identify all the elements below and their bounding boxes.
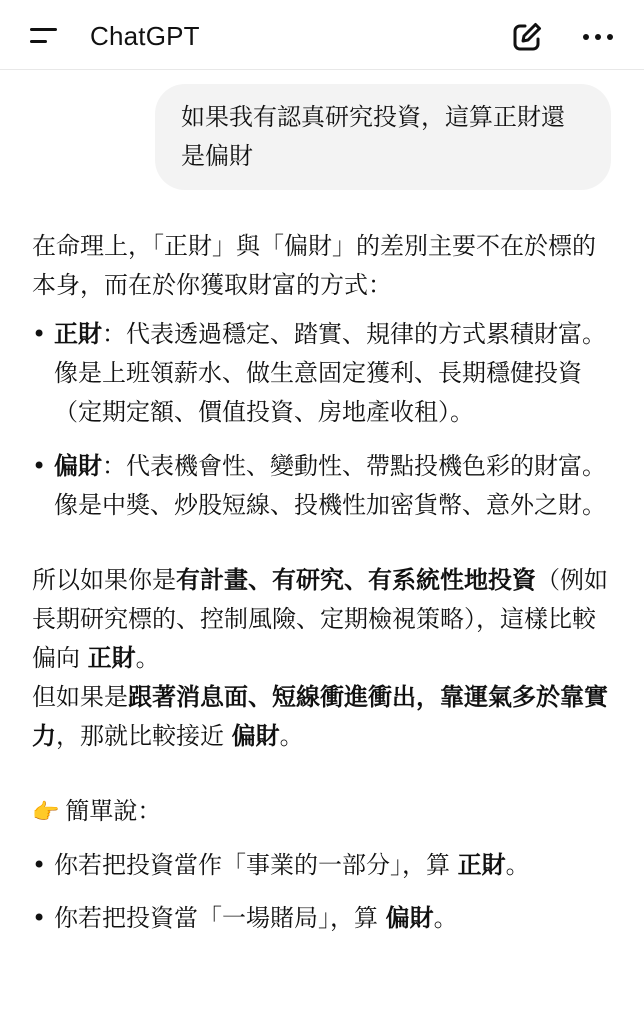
term-description: ：代表透過穩定、踏實、規律的方式累積財富。像是上班領薪水、做生意固定獲利、長期穩健投資（定期定額、價值投資、房地產收租）。 (54, 320, 606, 426)
ellipsis-icon (576, 18, 620, 56)
bullet-dot: • (32, 851, 47, 879)
pointing-hand-icon: 👉 (32, 800, 60, 825)
assistant-intro: 在命理上，「正財」與「偏財」的差別主要不在於標的本身，而在於你獲取財富的方式： (32, 232, 596, 299)
list-item-summary-2 (32, 899, 612, 938)
app-title: ChatGPT (90, 21, 200, 51)
more-options-button[interactable] (576, 18, 620, 56)
bullet-dot: • (32, 904, 47, 932)
pencil-square-icon (508, 18, 546, 56)
bullet-dot: • (32, 320, 47, 348)
term-description: ：代表機會性、變動性、帶點投機色彩的財富。像是中獎、炒股短線、投機性加密貨幣、意外之財。 (54, 452, 606, 519)
bold-span: 跟著消息面、短線衝進衝出，靠運氣多於靠實力 (32, 683, 608, 750)
new-chat-button[interactable] (508, 18, 546, 56)
term-label: 偏財 (54, 452, 102, 480)
text-span: 。 (505, 851, 530, 879)
text-span: 所以如果你是 (32, 566, 176, 594)
bold-span: 偏財 (231, 722, 280, 750)
bold-span: 偏財 (385, 904, 434, 932)
bullet-dot: • (32, 452, 47, 480)
text-span: 你若把投資當作「事業的一部分」，算 (54, 851, 458, 879)
term-label: 正財 (54, 320, 102, 348)
text-span: 你若把投資當「一場賭局」，算 (54, 904, 386, 932)
text-span: 。 (135, 644, 160, 672)
text-span: ，那就比較接近 (56, 722, 232, 750)
text-span: 但如果是 (32, 683, 128, 711)
contrast-paragraph (32, 678, 612, 756)
list-item-zhengcai (32, 315, 612, 432)
list-item-summary-1 (32, 846, 612, 885)
text-span: （例如長期研究標的、控制風險、定期檢視策略），這樣比較偏向 (32, 566, 608, 672)
user-message-bubble (155, 84, 611, 190)
conclusion-paragraph (32, 561, 612, 678)
top-bar (0, 0, 644, 70)
list-item-piancai (32, 447, 612, 525)
bold-span: 正財 (87, 644, 136, 672)
summary-label: 簡單說： (65, 797, 162, 825)
assistant-message (32, 227, 612, 938)
menu-button[interactable] (24, 18, 64, 54)
bold-span: 有計畫、有研究、有系統性地投資 (176, 566, 536, 594)
bold-span: 正財 (457, 851, 506, 879)
user-message-text: 如果我有認真研究投資，這算正財還是偏財 (181, 103, 565, 170)
text-span: 。 (433, 904, 458, 932)
summary-heading (32, 792, 612, 832)
text-span: 。 (279, 722, 304, 750)
